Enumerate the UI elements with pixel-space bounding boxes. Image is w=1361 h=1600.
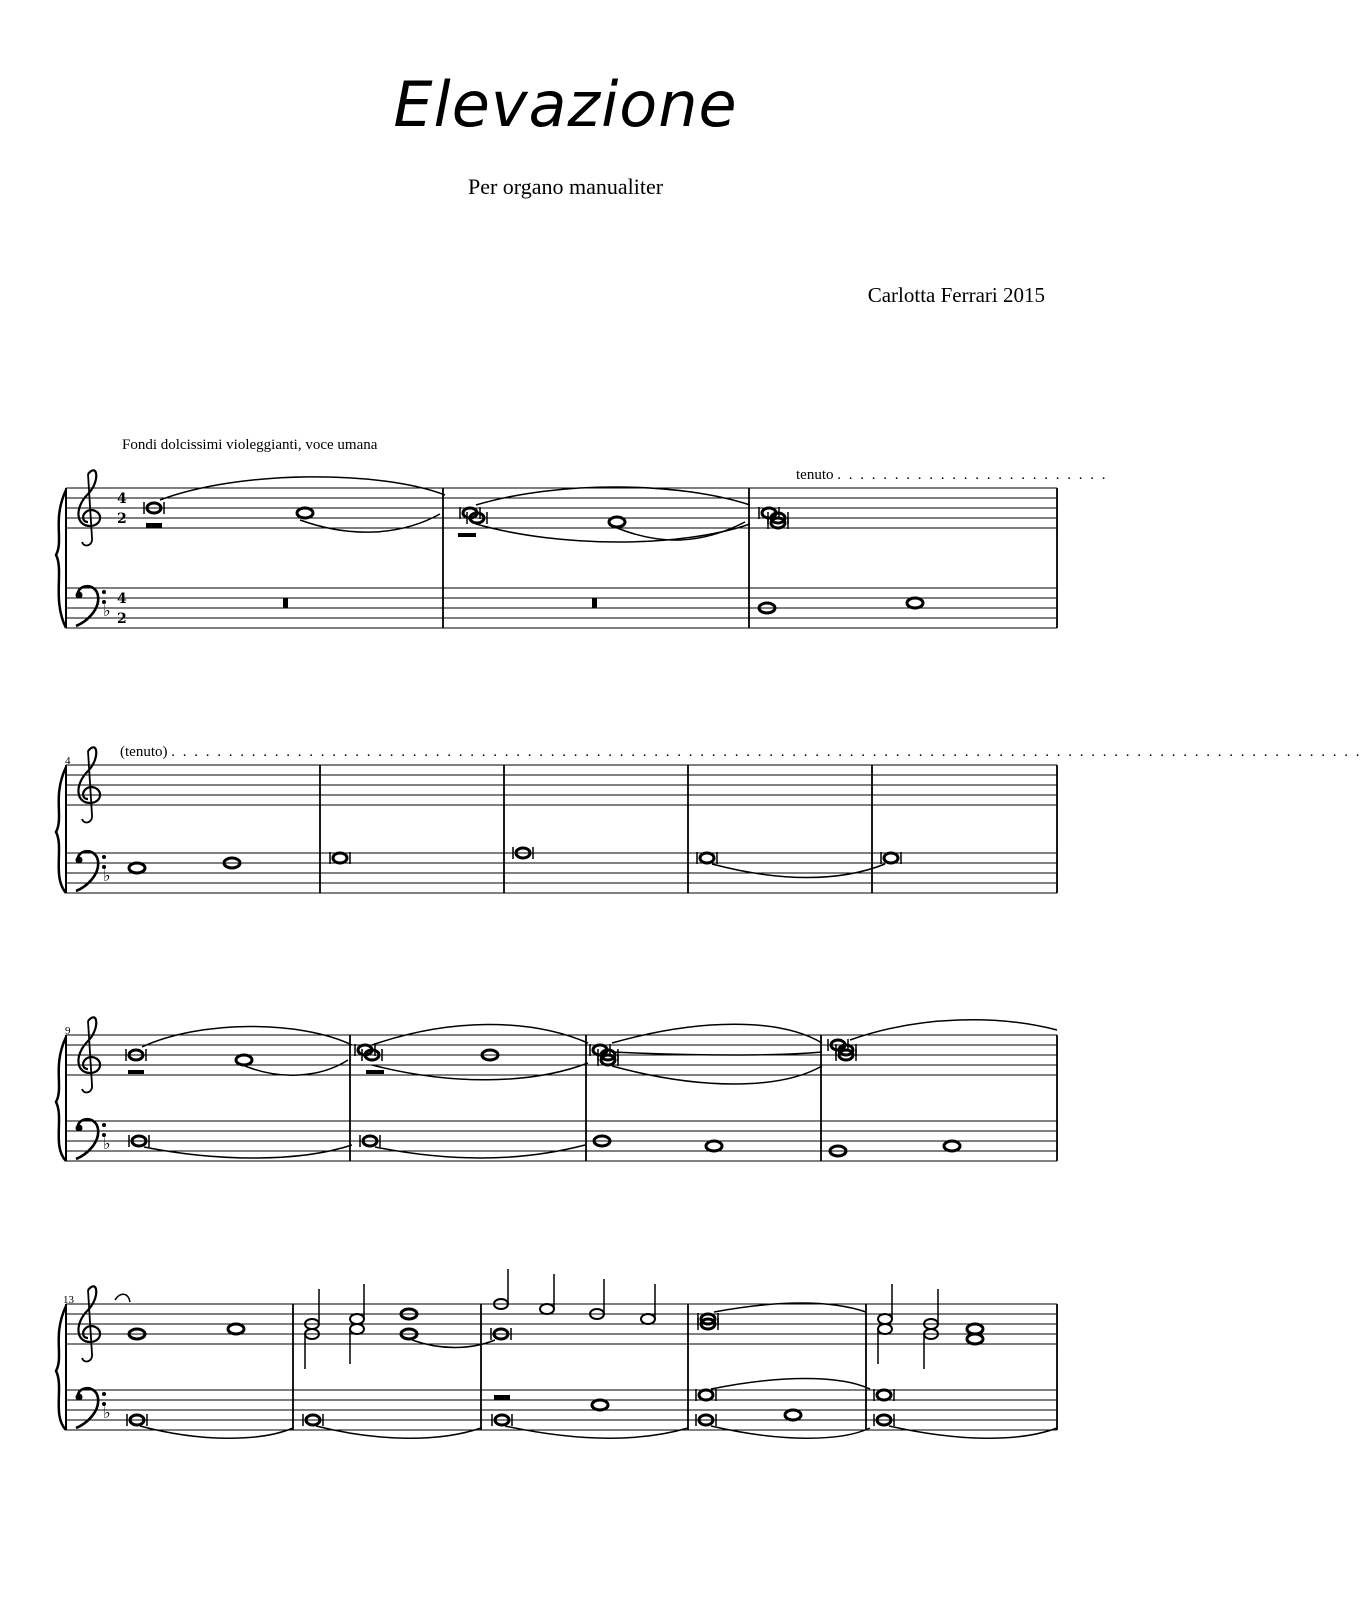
svg-text:4: 4 <box>117 591 127 607</box>
system-3 <box>56 1017 1057 1161</box>
svg-text:2: 2 <box>117 511 127 527</box>
tenuto-cont-label: (tenuto) <box>120 744 168 760</box>
measure-number: 9 <box>65 1025 71 1037</box>
measure-number: 4 <box>65 755 71 767</box>
measure-number: 13 <box>63 1294 74 1306</box>
piece-subtitle: Per organo manualiter <box>467 174 664 199</box>
tenuto-cont-dots: . . . . . . . . . . . . . . . . . . . . . . . . . . . . . . . . . . . . . . . . . . . . . . . . . . . . . . . . . . . . . . . . . . . . . . . . . . . . . . . . . . . . . . . . . . . . . . . . . . . . . . . . <box>171 744 1361 760</box>
svg-text:♭: ♭ <box>103 866 111 885</box>
piece-title: Elevazione <box>393 68 738 141</box>
svg-text:♭: ♭ <box>103 1403 111 1422</box>
registration-instruction: Fondi dolcissimi violeggianti, voce umana <box>122 437 378 453</box>
tenuto-label: tenuto <box>796 467 834 483</box>
svg-text:4: 4 <box>117 491 127 507</box>
system-1 <box>56 470 1057 628</box>
tenuto-dots: . . . . . . . . . . . . . . . . . . . . . . . . <box>837 467 1108 483</box>
system-4 <box>56 1269 1057 1438</box>
system-2 <box>56 747 1057 893</box>
composer-credit: Carlotta Ferrari 2015 <box>867 283 1045 307</box>
svg-text:2: 2 <box>117 611 127 627</box>
svg-text:♭: ♭ <box>103 1134 111 1153</box>
brace <box>56 490 66 628</box>
svg-text:♭: ♭ <box>103 601 111 620</box>
